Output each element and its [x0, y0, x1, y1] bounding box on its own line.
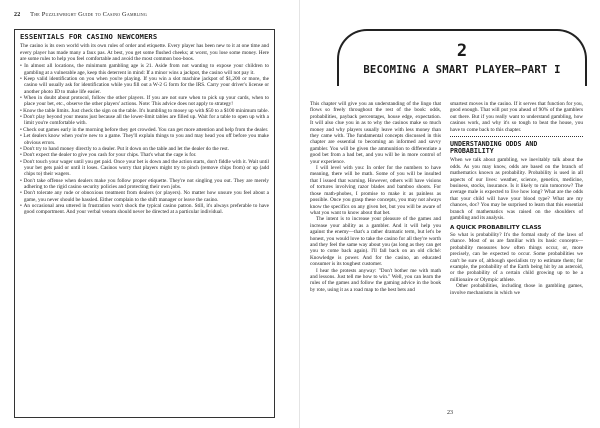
sidebar-item: • Don't try to hand money directly to a dealer. Put it down on the table and let the dealer do the rest. — [20, 146, 269, 152]
sidebar-item: • Don't play beyond your means just because all the lower-limit tables are filled up. Wait for a table to open up with a limit you're comfortable with. — [20, 114, 269, 127]
running-head — [14, 11, 286, 18]
sidebar-item: • Know the table limits. Just check the sign on the table. It's humbling to mosey up with $50 to a $100 minimum table. — [20, 108, 269, 114]
body-paragraph: This chapter will give you an understanding of the lingo that flows so freely throughout the rest of the book: odds, probabilities, payback percentages, house edge, expectation. It will also clue you in as to why the casinos make so much money and why players usually leave with less money than they came with. The fundamental concepts discussed in this chapter are essential to becoming an informed and savvy gambler. You will be given the ammunition to differentiate a good bet from a bad bet, and you will be in more control of your experience. — [310, 101, 441, 165]
sidebar-item: • Don't take offense when dealers make you follow proper etiquette. They're not singling you out. They are merely adhering to the rigid casino security policies and protecting their own jobs. — [20, 178, 269, 191]
text-column-right — [450, 101, 583, 296]
running-head-title: The Puzzlewright Guide to Casino Gambling — [30, 11, 147, 18]
page-number-right: 23 — [447, 410, 453, 416]
body-paragraph: I hear the protests anyway: "Don't bother me with math and lessons. Just tell me how to win." Well, you can learn the rules of the games and follow the gaming advice in the book by rote, using it as a road map to the best bets and — [310, 267, 441, 293]
text-column-left — [310, 101, 441, 293]
sidebar-item: • Check out games early in the morning before they get crowded. You can get more attention and help from the dealer. — [20, 127, 269, 133]
sidebar-title: ESSENTIALS FOR CASINO NEWCOMERS — [20, 32, 158, 41]
body-paragraph: The intent is to increase your pleasure of the games and increase your ability as a gambler. And it will help you against the enemy—that's a rather dramatic term, but let's be honest, you would love to take the casino for all they're worth and they feel the same way about you (as long as they can get you to come back again). I'll fall back on an old cliché: Knowledge is power. And for the casino, an educated consumer is its toughest customer. — [310, 216, 441, 268]
section-divider — [450, 136, 583, 137]
sidebar-item: • An occasional area uttered in frustration won't shock the typical casino patron. Still, it's always preferable to have good comportment. And your verbal venom should never be directed at a particular individual. — [20, 203, 269, 216]
body-paragraph: I will level with you: In order for the numbers to have meaning, there will be math. Some of you will be insulted that I issued that warning. However, others will have visions of tortures involving razor blades and bamboo shoots. For those math-phobes, I promise to make it as painless as possible. Once you grasp these concepts, you may not always know the specifics on any given bet, but you will be aware of what you want to know about that bet. — [310, 165, 441, 216]
sidebar-intro: The casino is its own world with its own rules of order and etiquette. Every player has been new to it at one time and every player has made many a faux pas. At best, you get some flushed cheeks; at worst, you lose some money. Here are some rules to help you feel comfortable and avoid the most common boo-boos. — [20, 43, 269, 63]
chapter-number: 2 — [456, 41, 468, 61]
chapter-header — [337, 29, 587, 86]
body-paragraph: smartest moves in the casino. If it serves that function for you, good enough. That will put you ahead of 90% of the gamblers out there. But if you really want to understand gambling, how casinos work, and why it's so tough to beat the house, you have to come back to this chapter. — [450, 101, 583, 133]
sidebar-item: • Keep valid identification on you when you're playing. If you win a slot machine jackpot of $1,200 or more, the casino will usually ask for identification while you fill out a W-2 G form for the IRS. Carry your driver's license or another photo ID to make life easier. — [20, 76, 269, 95]
sidebar-item: • Don't tolerate any rude or obnoxious treatment from dealers (or players). No matter how unsure you feel about a game, you never should be hassled. Either complain to the shift manager or leave the casino. — [20, 190, 269, 203]
sidebar-item: • When in doubt about protocol, follow the other players. If you are not sure when to pick up your cards, when to place your bet, etc., observe the other players' actions. Note: This advice does not apply to strategy! — [20, 95, 269, 108]
right-page — [300, 0, 600, 428]
sidebar-item: • In almost all locations, the minimum gambling age is 21. Aside from not wanting to expose your children to gambling at a vulnerable age, keep this deterrent in mind: If a minor wins a jackpot, the casino will not pay it. — [20, 63, 269, 76]
chapter-title: BECOMING A SMART PLAYER—PART I — [363, 64, 561, 76]
sidebar-item: • Let dealers know when you're new to a game. They'll explain things to you and may head you off before you make obvious errors. — [20, 133, 269, 146]
page-number-left: 22 — [14, 12, 21, 18]
body-paragraph: Other probabilities, including those in gambling games, involve mechanisms in which we — [450, 283, 583, 296]
section-heading: UNDERSTANDING ODDS AND PROBABILITY — [450, 140, 538, 156]
sidebar-item: • Don't expect the dealer to give you cash for your chips. That's what the cage is for. — [20, 152, 269, 158]
sidebar-list — [20, 63, 269, 215]
body-paragraph: So what is probability? It's the formal study of the laws of chance. Most of us are familiar with its basic concepts—probability measures how often things occur, or, more precisely, can be expected to occur. Some probabilities we can't be sure of, although specialists try to estimate them; for example, the probability of the Earth being hit by an asteroid, or the probability of a certain child growing up to be a millionaire or Olympic athlete. — [450, 231, 583, 283]
body-paragraph: When we talk about gambling, we inevitably talk about the odds. As you may know, odds are based on the branch of mathematics known as probability. Probability is used in all aspects of our lives: weather, science, genetics, medicine, business, stocks, insurance. Is it likely to rain tomorrow? The average male is expected to live how long? What are the odds that your child will have your blood type? What are my chances, doc? You may be surprised to learn that this essential branch of mathematics was raised on the shoulders of gambling and its analysis. — [450, 157, 583, 222]
subsection-heading: A QUICK PROBABILITY CLASS — [450, 224, 542, 231]
sidebar-item: • Don't touch your wager until you get paid. Once your bet is down and the action starts, don't fiddle with it. Wait until your bet gets paid or until it loses. Casinos worry that players might try to pinch (remove chips from) or up (add chips to) their wagers. — [20, 159, 269, 178]
sidebar-box — [14, 29, 275, 418]
